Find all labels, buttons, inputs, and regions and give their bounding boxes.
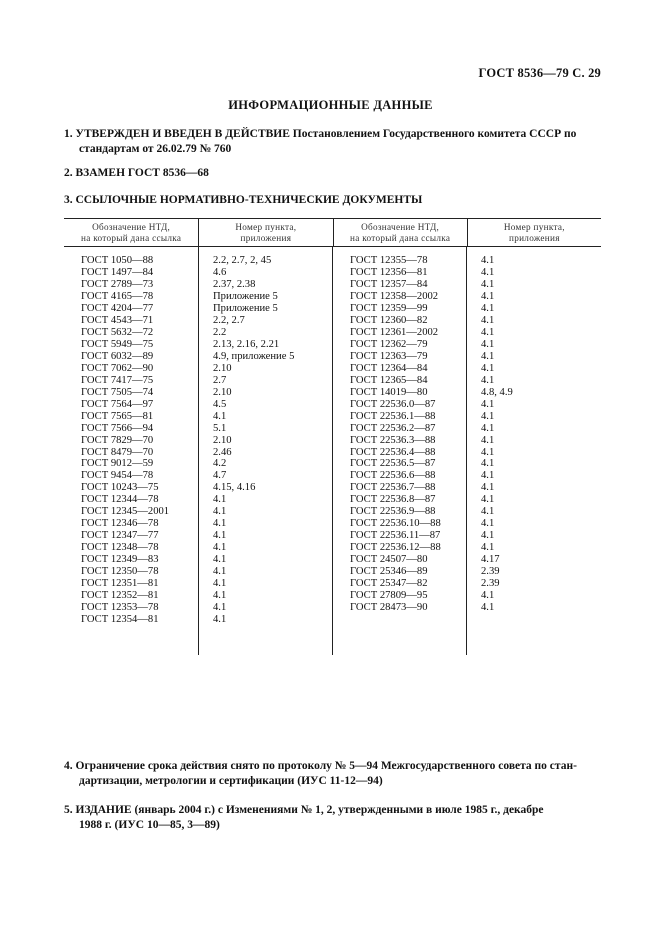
table-cell-ntd: ГОСТ 22536.2—87 <box>350 422 436 434</box>
table-cell-clause: 4.1 <box>481 374 495 386</box>
table-cell-ntd: ГОСТ 22536.11—87 <box>350 530 441 542</box>
table-cell-ntd: ГОСТ 22536.12—88 <box>350 542 441 554</box>
table-cell-ntd: ГОСТ 7566—94 <box>81 422 154 434</box>
table-cell-ntd: ГОСТ 22536.8—87 <box>350 494 436 506</box>
table-cell-clause: 2.2, 2.7, 2, 45 <box>213 255 272 266</box>
table-cell-clause: 4.1 <box>213 542 227 554</box>
table-cell-clause: 2.37, 2.38 <box>213 278 256 290</box>
table-cell-ntd: ГОСТ 12347—77 <box>81 530 159 542</box>
table-cell-ntd: ГОСТ 7505—74 <box>81 386 154 398</box>
table-cell-ntd: ГОСТ 22536.10—88 <box>350 518 441 530</box>
table-cell-clause: 4.1 <box>213 614 227 626</box>
table-cell-clause: 2.10 <box>213 362 232 374</box>
table-cell-clause: 4.1 <box>481 530 495 542</box>
table-cell-clause: 4.6 <box>213 266 227 278</box>
table-cell-clause: 2.2, 2.7 <box>213 314 245 326</box>
table-cell-clause: 2.2 <box>213 326 227 338</box>
table-cell-clause: 4.1 <box>481 446 495 458</box>
table-cell-ntd: ГОСТ 12359—99 <box>350 302 428 314</box>
table-cell-clause: 4.1 <box>213 602 227 614</box>
table-cell-ntd: ГОСТ 22536.7—88 <box>350 482 436 494</box>
column-clause-left <box>199 247 333 655</box>
table-cell-ntd: ГОСТ 4165—78 <box>81 290 154 302</box>
table-cell-ntd: ГОСТ 7565—81 <box>81 410 154 422</box>
section-edition-text-2: 1988 г. (ИУС 10—85, 3—89) <box>79 819 220 831</box>
table-cell-ntd: ГОСТ 12354—81 <box>81 614 159 626</box>
table-cell-ntd: ГОСТ 12349—83 <box>81 554 159 566</box>
table-cell-clause: 4.1 <box>481 362 495 374</box>
table-cell-ntd: ГОСТ 12362—79 <box>350 338 428 350</box>
table-cell-clause: 4.1 <box>481 590 495 602</box>
table-cell-ntd: ГОСТ 5949—75 <box>81 338 154 350</box>
table-cell-clause: 2.7 <box>213 374 227 386</box>
table-cell-ntd: ГОСТ 2789—73 <box>81 278 154 290</box>
section-validity <box>64 759 604 789</box>
table-cell-clause: 5.1 <box>213 422 227 434</box>
table-cell-clause: 4.1 <box>481 494 495 506</box>
table-cell-ntd: ГОСТ 12355—78 <box>350 255 428 266</box>
column-header-ntd-right: Обозначение НТД, на который дана ссылка <box>334 219 468 246</box>
section-edition-text-1: ИЗДАНИЕ (январь 2004 г.) с Изменениями № 1, 2, утвержденными в июле 1985 г., декабре <box>75 804 544 816</box>
section-number: 4. <box>64 760 73 772</box>
table-cell-clause: 4.1 <box>481 482 495 494</box>
table-cell-ntd: ГОСТ 6032—89 <box>81 350 154 362</box>
column-ntd-left <box>64 247 199 655</box>
table-cell-clause: 4.2 <box>213 458 227 470</box>
table-cell-ntd: ГОСТ 10243—75 <box>81 482 159 494</box>
section-validity-text-2: дартизации, метрологии и сертификации (ИУС 11-12—94) <box>79 775 383 787</box>
table-cell-ntd: ГОСТ 22536.4—88 <box>350 446 436 458</box>
column-header-clause-right: Номер пункта, приложения <box>503 221 565 243</box>
section-edition <box>64 803 604 833</box>
table-cell-ntd: ГОСТ 12363—79 <box>350 350 428 362</box>
table-cell-ntd: ГОСТ 12356—81 <box>350 266 428 278</box>
table-cell-clause: 4.1 <box>481 398 495 410</box>
table-cell-clause: 4.1 <box>481 326 495 338</box>
table-cell-ntd: ГОСТ 12365—84 <box>350 374 428 386</box>
table-cell-clause: 2.46 <box>213 446 232 458</box>
section-approval-text-2: стандартам от 26.02.79 № 760 <box>79 143 232 155</box>
column-header-clause-left: Номер пункта, приложения <box>199 219 333 246</box>
table-cell-clause: 4.1 <box>481 410 495 422</box>
table-cell-clause: 4.9, приложение 5 <box>213 350 295 362</box>
table-cell-ntd: ГОСТ 7417—75 <box>81 374 154 386</box>
table-cell-clause: 4.1 <box>213 590 227 602</box>
table-cell-clause: 4.1 <box>213 494 227 506</box>
table-cell-ntd: ГОСТ 12344—78 <box>81 494 159 506</box>
table-cell-ntd: ГОСТ 7829—70 <box>81 434 154 446</box>
table-cell-ntd: ГОСТ 12351—81 <box>81 578 159 590</box>
table-cell-ntd: ГОСТ 22536.3—88 <box>350 434 436 446</box>
table-cell-clause: 4.7 <box>213 470 227 482</box>
table-cell-clause: 4.1 <box>213 518 227 530</box>
section-number: 2. <box>64 167 73 179</box>
table-cell-clause: 4.1 <box>213 554 227 566</box>
section-approval-text-1: Постановлением Государственного комитета СССР по <box>292 128 577 140</box>
table-cell-ntd: ГОСТ 22536.0—87 <box>350 398 436 410</box>
page-title: ИНФОРМАЦИОННЫЕ ДАННЫЕ <box>228 98 433 112</box>
section-number: 1. <box>64 128 73 140</box>
table-cell-ntd: ГОСТ 9454—78 <box>81 470 154 482</box>
table-cell-clause: 4.1 <box>481 255 495 266</box>
table-cell-ntd: ГОСТ 25347—82 <box>350 578 428 590</box>
section-validity-text-1: Ограничение срока действия снято по протоколу № 5—94 Межгосударственного совета по стан- <box>75 760 577 772</box>
table-cell-clause: Приложение 5 <box>213 302 278 314</box>
page-running-title: ГОСТ 8536—79 С. 29 <box>478 66 601 80</box>
section-references <box>64 193 604 208</box>
table-cell-ntd: ГОСТ 25346—89 <box>350 566 428 578</box>
table-cell-ntd: ГОСТ 4204—77 <box>81 302 154 314</box>
table-cell-ntd: ГОСТ 8479—70 <box>81 446 154 458</box>
table-cell-clause: 4.1 <box>481 542 495 554</box>
table-cell-ntd: ГОСТ 12353—78 <box>81 602 159 614</box>
table-cell-ntd: ГОСТ 1497—84 <box>81 266 154 278</box>
table-cell-clause: 4.1 <box>213 410 227 422</box>
table-cell-clause: 4.8, 4.9 <box>481 386 513 398</box>
table-cell-ntd: ГОСТ 22536.1—88 <box>350 410 436 422</box>
table-cell-ntd: ГОСТ 7564—97 <box>81 398 154 410</box>
table-cell-ntd: ГОСТ 9012—59 <box>81 458 154 470</box>
table-cell-ntd: ГОСТ 12361—2002 <box>350 326 439 338</box>
table-cell-ntd: ГОСТ 12345—2001 <box>81 506 170 518</box>
reference-table <box>64 218 601 655</box>
table-cell-ntd: ГОСТ 22536.5—87 <box>350 458 436 470</box>
table-cell-clause: 4.1 <box>481 350 495 362</box>
table-cell-clause: 4.1 <box>481 266 495 278</box>
table-cell-clause: 4.1 <box>213 530 227 542</box>
table-cell-ntd: ГОСТ 27809—95 <box>350 590 428 602</box>
table-cell-clause: 4.1 <box>481 422 495 434</box>
section-approval <box>64 127 604 157</box>
table-cell-ntd: ГОСТ 12358—2002 <box>350 290 439 302</box>
table-cell-ntd: ГОСТ 12360—82 <box>350 314 428 326</box>
section-number: 5. <box>64 804 73 816</box>
table-cell-ntd: ГОСТ 12357—84 <box>350 278 428 290</box>
table-cell-ntd: ГОСТ 22536.9—88 <box>350 506 436 518</box>
table-cell-clause: 2.39 <box>481 578 500 590</box>
table-cell-ntd: ГОСТ 4543—71 <box>81 314 154 326</box>
table-cell-ntd: ГОСТ 12350—78 <box>81 566 159 578</box>
table-cell-clause: 4.1 <box>481 518 495 530</box>
table-cell-clause: 2.10 <box>213 386 232 398</box>
table-cell-ntd: ГОСТ 12364—84 <box>350 362 428 374</box>
section-references-text: ССЫЛОЧНЫЕ НОРМАТИВНО-ТЕХНИЧЕСКИЕ ДОКУМЕНТЫ <box>75 194 423 206</box>
table-cell-clause: 4.17 <box>481 554 500 566</box>
table-cell-clause: 4.1 <box>481 470 495 482</box>
table-cell-ntd: ГОСТ 12348—78 <box>81 542 159 554</box>
table-cell-ntd: ГОСТ 28473—90 <box>350 602 428 614</box>
column-header-ntd-left: Обозначение НТД, на который дана ссылка <box>64 219 199 246</box>
section-replaces-text: ВЗАМЕН ГОСТ 8536—68 <box>75 167 209 179</box>
column-clause-right <box>467 247 601 655</box>
table-cell-clause: 4.1 <box>213 578 227 590</box>
table-cell-ntd: ГОСТ 12346—78 <box>81 518 159 530</box>
table-cell-ntd: ГОСТ 1050—88 <box>81 255 154 266</box>
table-cell-ntd: ГОСТ 7062—90 <box>81 362 154 374</box>
table-cell-ntd: ГОСТ 22536.6—88 <box>350 470 436 482</box>
table-cell-clause: 4.1 <box>481 338 495 350</box>
table-cell-clause: 4.15, 4.16 <box>213 482 256 494</box>
table-cell-clause: 4.1 <box>481 290 495 302</box>
table-cell-clause: 4.1 <box>481 506 495 518</box>
table-cell-clause: 4.1 <box>481 458 495 470</box>
table-body <box>64 247 601 655</box>
table-cell-clause: 4.1 <box>213 506 227 518</box>
table-cell-ntd: ГОСТ 14019—80 <box>350 386 428 398</box>
table-cell-clause: 4.1 <box>481 434 495 446</box>
table-cell-clause: 4.1 <box>481 278 495 290</box>
table-cell-ntd: ГОСТ 12352—81 <box>81 590 159 602</box>
table-cell-clause: 4.1 <box>481 314 495 326</box>
table-cell-clause: 4.5 <box>213 398 227 410</box>
table-cell-clause: 4.1 <box>481 602 495 614</box>
column-ntd-right <box>333 247 467 655</box>
table-cell-clause: 2.39 <box>481 566 500 578</box>
table-cell-ntd: ГОСТ 24507—80 <box>350 554 428 566</box>
table-cell-ntd: ГОСТ 5632—72 <box>81 326 154 338</box>
table-cell-clause: 4.1 <box>481 302 495 314</box>
section-approval-heading: УТВЕРЖДЕН И ВВЕДЕН В ДЕЙСТВИЕ <box>75 128 290 140</box>
table-cell-clause: 2.10 <box>213 434 232 446</box>
table-cell-clause: Приложение 5 <box>213 290 278 302</box>
section-number: 3. <box>64 194 73 206</box>
table-cell-clause: 4.1 <box>213 566 227 578</box>
table-cell-clause: 2.13, 2.16, 2.21 <box>213 338 280 350</box>
table-header-row <box>64 219 601 247</box>
section-replaces <box>64 166 604 181</box>
